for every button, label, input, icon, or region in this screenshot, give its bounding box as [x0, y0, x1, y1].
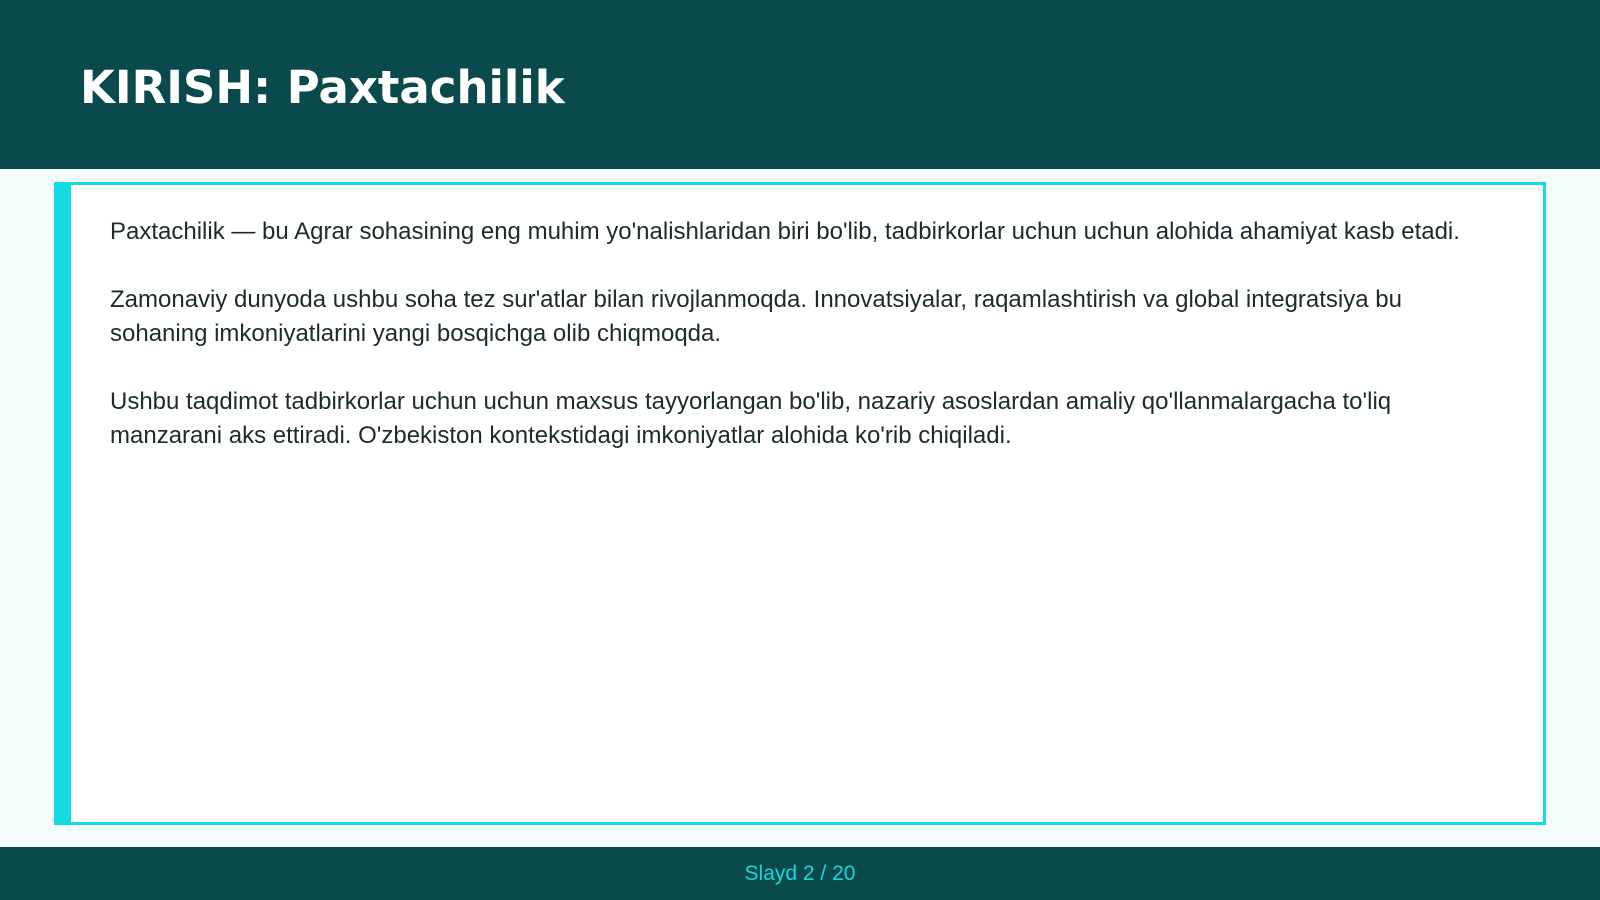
paragraph-intro: Paxtachilik — bu Agrar sohasining eng muhim yo'nalishlaridan biri bo'lib, tadbirkorlar uchun uchun alohida ahamiyat kasb etadi. [110, 218, 1460, 245]
slide-footer [0, 847, 1600, 900]
paragraph-modern-world: Zamonaviy dunyoda ushbu soha tez sur'atlar bilan rivojlanmoqda. Innovatsiyalar, raqamlashtirish va global integratsiya bu sohaning imkoniyatlarini yangi bosqichga olib chiqmoqda. [110, 286, 1402, 347]
slide-title: KIRISH: Paxtachilik [80, 61, 565, 114]
slide-header [0, 0, 1600, 169]
paragraph-presentation-purpose: Ushbu taqdimot tadbirkorlar uchun uchun maxsus tayyorlangan bo'lib, nazariy asoslardan amaliy qo'llanmalargacha to'liq manzarani aks ettiradi. O'zbekiston kontekstidagi imkoniyatlar alohida ko'rib chiqiladi. [110, 388, 1392, 449]
content-body [110, 215, 1500, 487]
content-card [54, 182, 1546, 825]
slide-number: Slayd 2 / 20 [744, 862, 856, 885]
